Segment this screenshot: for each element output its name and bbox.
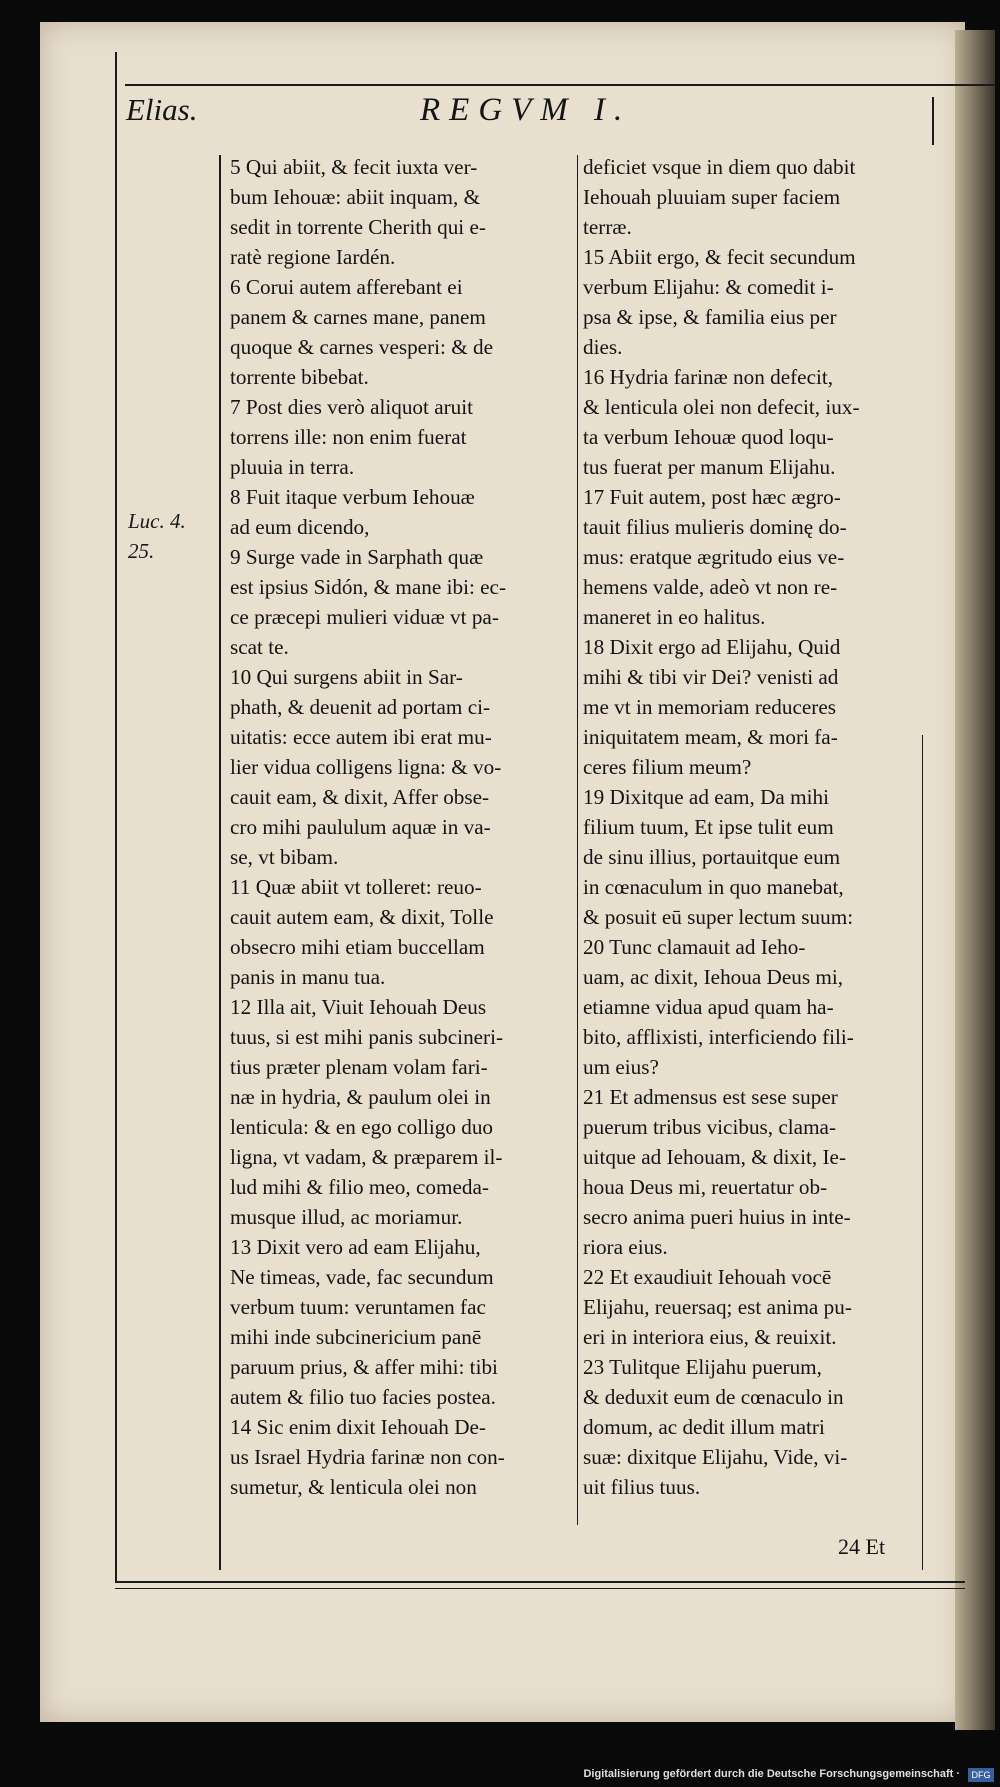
text-line: se, vt bibam. [230, 845, 339, 869]
text-line: ligna, vt vadam, & præparem il- [230, 1145, 503, 1169]
page-edge [955, 30, 995, 1730]
text-line: næ in hydria, & paulum olei in [230, 1085, 491, 1109]
right-border-rule [922, 735, 923, 1570]
text-line: de sinu illius, portauitque eum [583, 845, 841, 869]
text-line: 13 Dixit vero ad eam Elijahu, [230, 1235, 481, 1259]
text-line: verbum Elijahu: & comedit i- [583, 275, 834, 299]
text-line: ratè regione Iardén. [230, 245, 396, 269]
text-line: tuus, si est mihi panis subcineri- [230, 1025, 504, 1049]
text-line: deficiet vsque in diem quo dabit [583, 155, 856, 179]
text-line: 9 Surge vade in Sarphath quæ [230, 545, 484, 569]
text-line: riora eius. [583, 1235, 668, 1259]
running-head-left: Elias. [126, 92, 198, 127]
text-line: 10 Qui surgens abiit in Sar- [230, 665, 463, 689]
text-line: ce præcepi mulieri viduæ vt pa- [230, 605, 499, 629]
text-line: mus: eratque ægritudo eius ve- [583, 545, 845, 569]
text-line: ad eum dicendo, [230, 515, 370, 539]
text-line: cauit autem eam, & dixit, Tolle [230, 905, 494, 929]
text-line: Iehouah pluuiam super faciem [583, 185, 841, 209]
text-line: secro anima pueri huius in inte- [583, 1205, 851, 1229]
text-line: autem & filio tuo facies postea. [230, 1385, 496, 1409]
text-line: mihi & tibi vir Dei? venisti ad [583, 665, 839, 689]
text-line: 5 Qui abiit, & fecit iuxta ver- [230, 155, 478, 179]
text-line: psa & ipse, & familia eius per [583, 305, 837, 329]
text-line: 15 Abiit ergo, & fecit secundum [583, 245, 856, 269]
text-line: scat te. [230, 635, 289, 659]
text-line: 21 Et admensus est sese super [583, 1085, 838, 1109]
running-head-title: REGVM I. [420, 92, 632, 128]
text-line: puerum tribus vicibus, clama- [583, 1115, 837, 1139]
left-border-rule [115, 52, 117, 1582]
margin-column-rule [219, 155, 221, 1570]
text-line: est ipsius Sidón, & mane ibi: ec- [230, 575, 506, 599]
text-line: us Israel Hydria farinæ non con- [230, 1445, 505, 1469]
text-line: tus fuerat per manum Elijahu. [583, 455, 836, 479]
text-line: tauit filius mulieris dominę do- [583, 515, 847, 539]
text-line: sedit in torrente Cherith qui e- [230, 215, 486, 239]
text-line: Ne timeas, vade, fac secundum [230, 1265, 494, 1289]
text-line: hemens valde, adeò vt non re- [583, 575, 838, 599]
text-line: & lenticula olei non defecit, iux- [583, 395, 860, 419]
header-rule [125, 84, 995, 86]
text-line: 23 Tulitque Elijahu puerum, [583, 1355, 822, 1379]
text-line: verbum tuum: veruntamen fac [230, 1295, 486, 1319]
text-line: obsecro mihi etiam buccellam [230, 935, 485, 959]
text-line: domum, ac dedit illum matri [583, 1415, 825, 1439]
text-line: lier vidua colligens ligna: & vo- [230, 755, 502, 779]
text-line: Elijahu, reuersaq; est anima pu- [583, 1295, 852, 1319]
text-line: me vt in memoriam reduceres [583, 695, 836, 719]
text-line: pluuia in terra. [230, 455, 355, 479]
margin-reference-line: 25. [128, 539, 155, 563]
text-line: 14 Sic enim dixit Iehouah De- [230, 1415, 486, 1439]
catchword: 24 Et [838, 1534, 886, 1559]
text-line: paruum prius, & affer mihi: tibi [230, 1355, 498, 1379]
text-line: dies. [583, 335, 623, 359]
text-line: 17 Fuit autem, post hæc ægro- [583, 485, 841, 509]
text-line: etiamne vidua apud quam ha- [583, 995, 834, 1019]
text-line: tius præter plenam volam fari- [230, 1055, 488, 1079]
column-divider-rule [577, 155, 578, 1525]
text-line: panis in manu tua. [230, 965, 386, 989]
text-line: mihi inde subcinericium panē [230, 1325, 482, 1349]
margin-reference-line: Luc. 4. [128, 509, 186, 533]
text-line: in cœnaculum in quo manebat, [583, 875, 844, 899]
text-line: 8 Fuit itaque verbum Iehouæ [230, 485, 475, 509]
text-line: bum Iehouæ: abiit inquam, & [230, 185, 481, 209]
text-line: suæ: dixitque Elijahu, Vide, vi- [583, 1445, 848, 1469]
text-line: 12 Illa ait, Viuit Iehouah Deus [230, 995, 487, 1019]
text-line: bito, afflixisti, interficiendo fili- [583, 1025, 854, 1049]
digitization-credit: Digitalisierung gefördert durch die Deutsche Forschungsgemeinschaft · [583, 1768, 960, 1780]
text-line: iniquitatem meam, & mori fa- [583, 725, 838, 749]
text-line: lud mihi & filio meo, comeda- [230, 1175, 489, 1199]
text-line: cro mihi paululum aquæ in va- [230, 815, 491, 839]
text-line: phath, & deuenit ad portam ci- [230, 695, 491, 719]
text-line: ta verbum Iehouæ quod loqu- [583, 425, 834, 449]
text-line: lenticula: & en ego colligo duo [230, 1115, 494, 1139]
text-line: uit filius tuus. [583, 1475, 701, 1499]
right-border-rule-top [932, 97, 934, 145]
text-line: 18 Dixit ergo ad Elijahu, Quid [583, 635, 841, 659]
text-line: musque illud, ac moriamur. [230, 1205, 463, 1229]
footer-rule-thin [115, 1588, 965, 1589]
footer-rule [115, 1581, 965, 1583]
text-line: & posuit eū super lectum suum: [583, 905, 854, 929]
text-line: 11 Quæ abiit vt tolleret: reuo- [230, 875, 482, 899]
text-line: uitque ad Iehouam, & dixit, Ie- [583, 1145, 847, 1169]
text-line: 19 Dixitque ad eam, Da mihi [583, 785, 829, 809]
text-line: 22 Et exaudiuit Iehouah vocē [583, 1265, 832, 1289]
dfg-logo: DFG [968, 1768, 994, 1782]
margin-reference [128, 506, 186, 566]
text-line: torrente bibebat. [230, 365, 369, 389]
text-line: um eius? [583, 1055, 659, 1079]
text-line: sumetur, & lenticula olei non [230, 1475, 477, 1499]
text-line: torrens ille: non enim fuerat [230, 425, 467, 449]
text-line: quoque & carnes vesperi: & de [230, 335, 493, 359]
text-line: & deduxit eum de cœnaculo in [583, 1385, 844, 1409]
text-line: eri in interiora eius, & reuixit. [583, 1325, 837, 1349]
text-line: panem & carnes mane, panem [230, 305, 486, 329]
text-line: 6 Corui autem afferebant ei [230, 275, 463, 299]
text-line: uitatis: ecce autem ibi erat mu- [230, 725, 492, 749]
text-column-right [583, 152, 918, 1502]
text-line: cauit eam, & dixit, Affer obse- [230, 785, 490, 809]
text-line: filium tuum, Et ipse tulit eum [583, 815, 834, 839]
text-line: maneret in eo halitus. [583, 605, 766, 629]
text-line: 16 Hydria farinæ non defecit, [583, 365, 834, 389]
text-line: ceres filium meum? [583, 755, 752, 779]
text-line: 20 Tunc clamauit ad Ieho- [583, 935, 806, 959]
text-line: houa Deus mi, reuertatur ob- [583, 1175, 828, 1199]
text-line: 7 Post dies verò aliquot aruit [230, 395, 474, 419]
text-column-left [230, 152, 572, 1502]
text-line: uam, ac dixit, Iehoua Deus mi, [583, 965, 844, 989]
text-line: terræ. [583, 215, 632, 239]
